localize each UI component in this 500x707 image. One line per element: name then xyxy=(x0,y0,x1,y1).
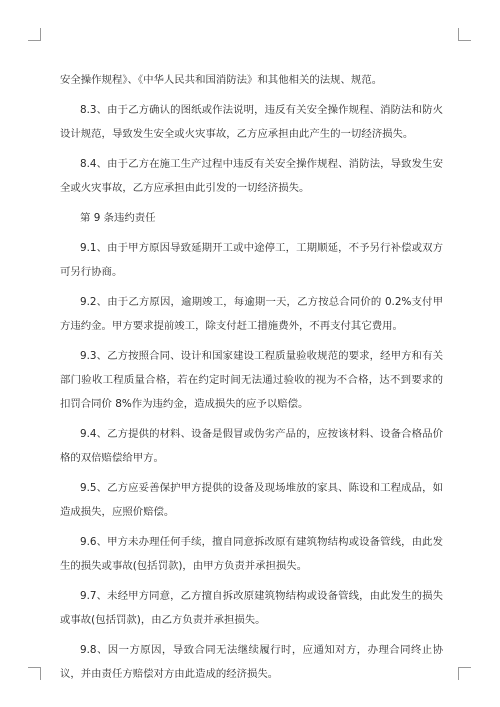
clause-9-8: 9.8、因一方原因，导致合同无法继续履行时，应通知对方，办理合同终止协议，并由责任方赔偿对方由此造成的经济损失。 xyxy=(60,644,443,680)
clause-9-7: 9.7、未经甲方同意，乙方擅自拆改原建筑物结构或设备管线，由此发生的损失或事故(包括罚款)，由乙方负责并承担损失。 xyxy=(60,590,443,626)
document-body xyxy=(60,68,443,692)
clause-9-4: 9.4、乙方提供的材料、设备是假冒或伪劣产品的，应按该材料、设备合格品价格的双倍赔偿给甲方。 xyxy=(60,428,443,464)
crop-mark-top-right xyxy=(458,28,471,41)
clause-9-3: 9.3、乙方按照合同、设计和国家建设工程质量验收规范的要求，经甲方和有关部门验收工程质量合格，若在约定时间无法通过验收的视为不合格，达不到要求的扣罚合同价 8%作为违约金，造成损失的应予以赔偿。 xyxy=(60,350,443,410)
clause-9-1: 9.1、由于甲方原因导致延期开工或中途停工，工期顺延，不予另行补偿或双方可另行协商。 xyxy=(60,242,443,278)
section-heading-article-9: 第 9 条违约责任 xyxy=(80,212,156,224)
clause-8-4: 8.4、由于乙方在施工生产过程中违反有关安全操作规程、消防法，导致发生安全或火灾事故，乙方应承担由此引发的一切经济损失。 xyxy=(60,158,443,194)
paragraph-continuation: 安全操作规程》、《中华人民共和国消防法》和其他相关的法规、规范。 xyxy=(60,74,383,86)
crop-mark-top-left xyxy=(28,28,41,41)
clause-8-3: 8.3、由于乙方确认的图纸或作法说明，违反有关安全操作规程、消防法和防火设计规范，导致发生安全或火灾事故，乙方应承担由此产生的一切经济损失。 xyxy=(60,104,443,140)
crop-mark-bottom-left xyxy=(28,667,41,680)
clause-9-2: 9.2、由于乙方原因，逾期竣工，每逾期一天，乙方按总合同价的 0.2%支付甲方违约金。甲方要求提前竣工，除支付赶工措施费外，不再支付其它费用。 xyxy=(60,296,443,332)
clause-9-5: 9.5、乙方应妥善保护甲方提供的设备及现场堆放的家具、陈设和工程成品，如造成损失，应照价赔偿。 xyxy=(60,482,443,518)
crop-mark-bottom-right xyxy=(458,667,471,680)
clause-9-6: 9.6、甲方未办理任何手续，擅自同意拆改原有建筑物结构或设备管线，由此发生的损失或事故(包括罚款)，由甲方负责并承担损失。 xyxy=(60,536,443,572)
